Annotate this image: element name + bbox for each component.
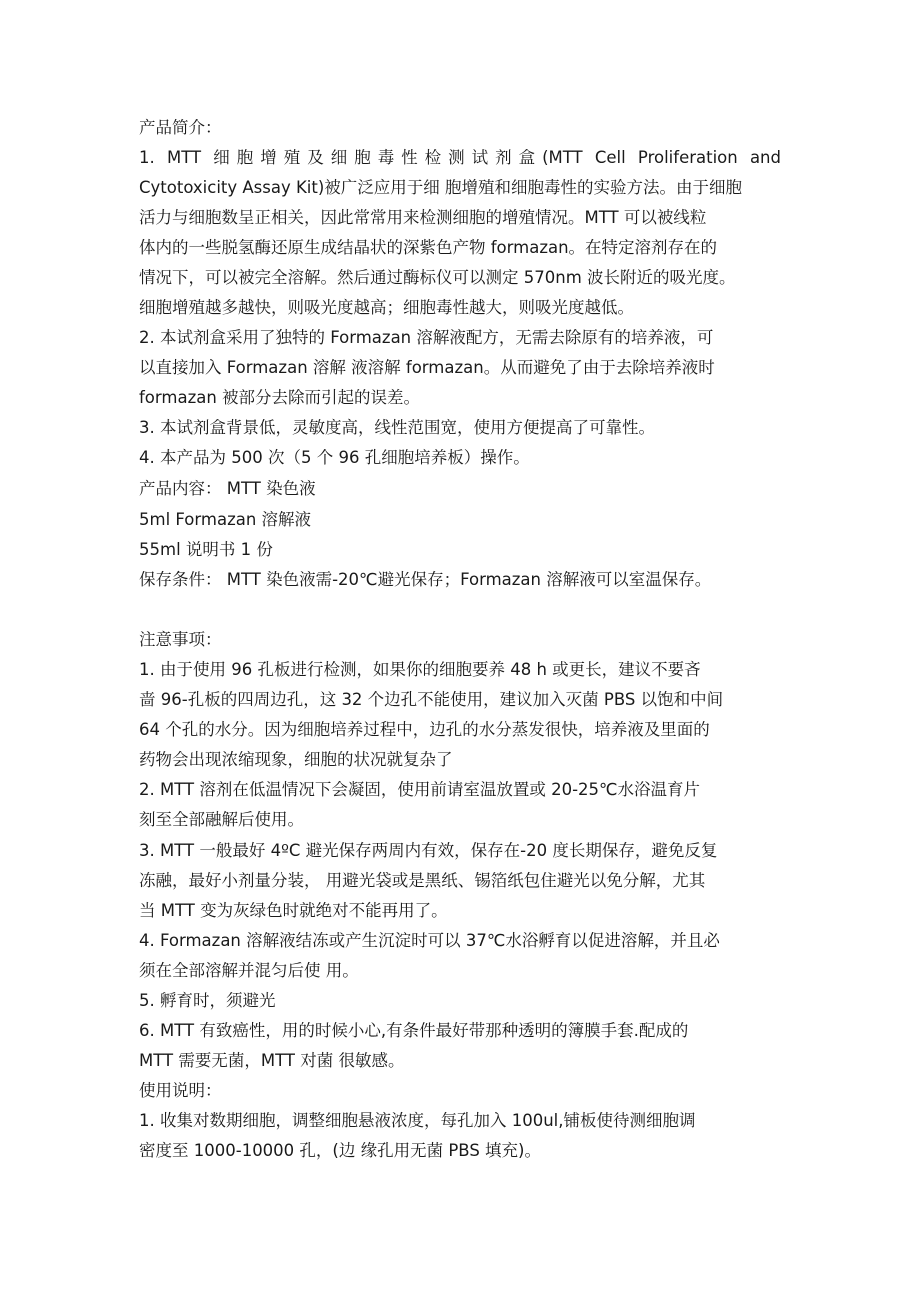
section-heading-usage: 使用说明： [139,1081,222,1100]
paragraph-line: formazan 被部分去除而引起的误差。 [139,388,421,407]
paragraph-line: 须在全部溶解并混匀后使 用。 [139,961,359,980]
paragraph-line: 3. 本试剂盒背景低，灵敏度高，线性范围宽，使用方便提高了可靠性。 [139,418,655,437]
paragraph-line: 2. MTT 溶剂在低温情况下会凝固，使用前请室温放置或 20-25℃水浴温育片 [139,780,701,799]
section-heading-product-intro: 产品简介： [139,118,222,137]
paragraph-line: 啬 96-孔板的四周边孔，这 32 个边孔不能使用，建议加入灭菌 PBS 以饱和中间 [139,690,724,709]
paragraph-line: 活力与细胞数呈正相关，因此常常用来检测细胞的增殖情况。MTT 可以被线粒 [139,208,707,227]
paragraph-line: 4. Formazan 溶解液结冻或产生沉淀时可以 37℃水浴孵育以促进溶解，并且必 [139,931,720,950]
paragraph-line: 5ml Formazan 溶解液 [139,510,312,529]
paragraph-line: 5. 孵育时，须避光 [139,991,276,1010]
paragraph-line: 55ml 说明书 1 份 [139,540,273,559]
paragraph-line: 6. MTT 有致癌性，用的时候小心,有条件最好带那种透明的簿膜手套.配成的 [139,1021,689,1040]
paragraph-line: 2. 本试剂盒采用了独特的 Formazan 溶解液配方，无需去除原有的培养液，可 [139,328,714,347]
paragraph-line: 1. 由于使用 96 孔板进行检测，如果你的细胞要养 48 h 或更长，建议不要吝 [139,660,701,679]
paragraph-line: 体内的一些脱氢酶还原生成结晶状的深紫色产物 formazan。在特定溶剂存在的 [139,238,718,257]
section-heading-notes: 注意事项： [139,630,222,649]
section-heading-product-contents: 产品内容： MTT 染色液 [139,479,316,498]
paragraph-line: 1. 收集对数期细胞，调整细胞悬液浓度，每孔加入 100ul,铺板使待测细胞调 [139,1111,696,1130]
paragraph-line: 1. MTT 细胞增殖及细胞毒性检测试剂盒(MTT Cell Proliferation and [139,148,781,167]
blank-line [139,595,781,625]
paragraph-line: Cytotoxicity Assay Kit)被广泛应用于细 胞增殖和细胞毒性的实验方法。由于细胞 [139,178,743,197]
paragraph-line: 当 MTT 变为灰绿色时就绝对不能再用了。 [139,901,448,920]
paragraph-line: 情况下，可以被完全溶解。然后通过酶标仪可以测定 570nm 波长附近的吸光度。 [139,268,736,287]
paragraph-line: 冻融，最好小剂量分装， 用避光袋或是黑纸、锡箔纸包住避光以免分解，尤其 [139,871,706,890]
paragraph-line: 3. MTT 一般最好 4ºC 避光保存两周内有效，保存在-20 度长期保存，避免反复 [139,841,718,860]
paragraph-line: 密度至 1000-10000 孔，(边 缘孔用无菌 PBS 填充)。 [139,1141,541,1160]
paragraph-line: 4. 本产品为 500 次（5 个 96 孔细胞培养板）操作。 [139,448,530,467]
paragraph-line: 细胞增殖越多越快，则吸光度越高；细胞毒性越大，则吸光度越低。 [139,298,634,317]
paragraph-line: 药物会出现浓缩现象，细胞的状况就复杂了 [139,750,453,769]
paragraph-line: 64 个孔的水分。因为细胞培养过程中，边孔的水分蒸发很快，培养液及里面的 [139,720,710,739]
paragraph-line: MTT 需要无菌，MTT 对菌 很敏感。 [139,1051,405,1070]
paragraph-line: 以直接加入 Formazan 溶解 液溶解 formazan。从而避免了由于去除培养液时 [139,358,715,377]
paragraph-line: 刻至全部融解后使用。 [139,810,304,829]
storage-conditions-line: 保存条件： MTT 染色液需-20℃避光保存；Formazan 溶解液可以室温保存。 [139,570,712,589]
